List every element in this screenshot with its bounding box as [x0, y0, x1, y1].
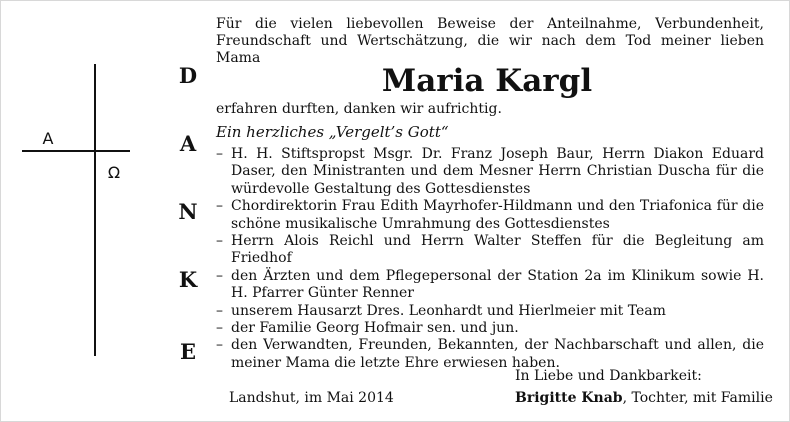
list-item-text: Chordirektorin Frau Edith Mayrhofer-Hildmann und den Triafonica für die schöne musikalische Umrahmung des Gottesdienstes: [231, 198, 764, 232]
intro-text: Für die vielen liebevollen Beweise der Anteilnahme, Verbundenheit, Freundschaft und Wertschätzung, die wir nach dem Tod meiner lieben Mama: [216, 16, 764, 66]
list-item: [216, 233, 764, 268]
list-dash: –: [216, 337, 223, 354]
danke-letter-a: A: [179, 131, 197, 156]
list-item-text: H. H. Stiftspropst Msgr. Dr. Franz Joseph Baur, Herrn Diakon Eduard Daser, den Ministranten und dem Mesner Herrn Christian Duscha für die würdevolle Gestaltung des Gottesdienstes: [231, 146, 764, 197]
danke-letter-k: K: [178, 267, 198, 292]
closing-line: In Liebe und Dankbarkeit:: [515, 368, 702, 384]
cross-vertical-bar: [94, 64, 96, 356]
list-item-text: der Familie Georg Hofmair sen. und jun.: [231, 320, 519, 337]
deceased-name: Maria Kargl: [381, 63, 593, 99]
list-item: [216, 268, 764, 303]
omega-symbol: Ω: [107, 163, 121, 182]
list-dash: –: [216, 302, 223, 319]
after-name-text: erfahren durften, danken wir aufrichtig.: [216, 101, 502, 117]
list-item-text: Herrn Alois Reichl und Herrn Walter Steffen für die Begleitung am Friedhof: [231, 233, 764, 267]
danke-letter-d: D: [178, 63, 198, 88]
list-item: [216, 146, 764, 198]
place-date: Landshut, im Mai 2014: [229, 390, 394, 406]
list-item-text: unserem Hausarzt Dres. Leonhardt und Hierlmeier mit Team: [231, 302, 666, 319]
signatory-name: Brigitte Knab: [515, 390, 623, 406]
list-item: [216, 198, 764, 233]
list-dash: –: [216, 233, 223, 250]
list-dash: –: [216, 267, 223, 284]
list-item-text: den Verwandten, Freunden, Bekannten, der Nachbarschaft und allen, die meiner Mama die letzte Ehre erwiesen haben.: [231, 337, 764, 371]
signature-line: [515, 390, 773, 407]
danke-letter-n: N: [178, 199, 198, 224]
signatory-relation: , Tochter, mit Familie: [622, 390, 773, 406]
list-item-text: den Ärzten und dem Pflegepersonal der Station 2a im Klinikum sowie H. H. Pfarrer Günter Renner: [231, 267, 764, 302]
list-dash: –: [216, 146, 223, 162]
danke-letter-e: E: [179, 339, 196, 364]
cross-horizontal-bar: [22, 150, 130, 152]
thanks-heading: Ein herzliches „Vergelt’s Gott“: [216, 123, 449, 141]
list-dash: –: [216, 320, 223, 337]
list-dash: –: [216, 198, 223, 215]
list-item: [216, 303, 764, 320]
thanks-list: [216, 146, 764, 372]
list-item: [216, 320, 764, 337]
alpha-symbol: Α: [42, 129, 54, 148]
